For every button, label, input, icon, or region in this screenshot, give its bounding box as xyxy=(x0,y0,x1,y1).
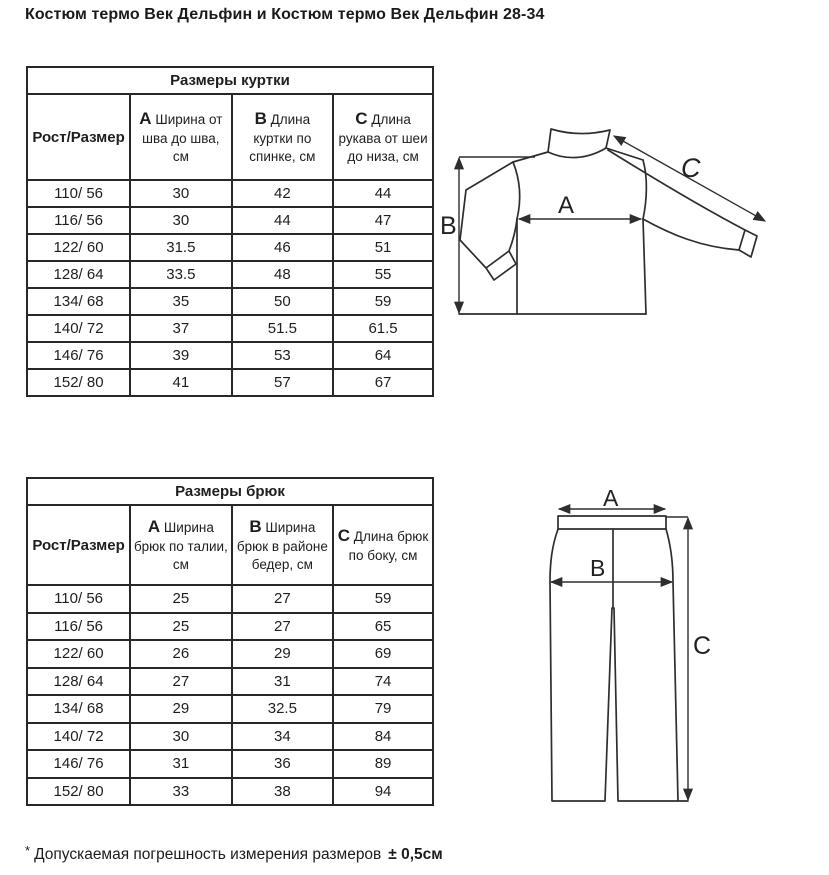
jacket-sleeve-left xyxy=(460,162,517,280)
table-cell: 34 xyxy=(232,723,334,751)
table-row xyxy=(27,585,433,613)
jacket-sketch xyxy=(438,100,828,340)
table-cell: 37 xyxy=(130,315,232,342)
dim-letter-c: C xyxy=(355,108,368,128)
dim-letter-b: B xyxy=(249,516,262,536)
table-cell: 36 xyxy=(232,750,334,778)
pants-dim-label-b: B xyxy=(590,555,606,581)
table-cell: 69 xyxy=(333,640,433,668)
table-cell: 79 xyxy=(333,695,433,723)
table-cell: 94 xyxy=(333,778,433,806)
jacket-table-body xyxy=(27,180,433,396)
table-cell: 140/ 72 xyxy=(27,723,130,751)
table-cell: 110/ 56 xyxy=(27,180,130,207)
table-row xyxy=(27,723,433,751)
dim-letter-c: C xyxy=(337,525,351,545)
jacket-col-c-label: Длина рукава от шеи до низа, см xyxy=(338,111,428,165)
table-cell: 42 xyxy=(232,180,334,207)
table-cell: 51 xyxy=(333,234,433,261)
table-cell: 65 xyxy=(333,613,433,641)
table-cell: 30 xyxy=(130,180,232,207)
pants-col-b-label: Ширина брюк в районе бедер, см xyxy=(236,519,328,573)
jacket-col-a-label: Ширина от шва до шва, см xyxy=(142,111,223,165)
table-cell: 29 xyxy=(130,695,232,723)
table-cell: 50 xyxy=(232,288,334,315)
pants-col-header-c xyxy=(333,505,433,585)
table-cell: 48 xyxy=(232,261,334,288)
pants-header-row xyxy=(27,505,433,585)
jacket-col-header-a xyxy=(130,94,232,180)
footnote-text: Допускаемая погрешность измерения размеров xyxy=(34,846,382,863)
table-cell: 31.5 xyxy=(130,234,232,261)
table-cell: 128/ 64 xyxy=(27,261,130,288)
table-cell: 84 xyxy=(333,723,433,751)
pants-waistband xyxy=(558,516,666,529)
table-cell: 31 xyxy=(130,750,232,778)
pants-col-header-size: Рост/Размер xyxy=(27,505,130,585)
table-cell: 53 xyxy=(232,342,334,369)
pants-sketch xyxy=(540,490,770,835)
jacket-table-title: Размеры куртки xyxy=(27,67,433,94)
table-cell: 25 xyxy=(130,613,232,641)
table-cell: 46 xyxy=(232,234,334,261)
table-row xyxy=(27,207,433,234)
pants-outline-right xyxy=(614,529,688,801)
table-cell: 64 xyxy=(333,342,433,369)
table-row xyxy=(27,695,433,723)
table-cell: 128/ 64 xyxy=(27,668,130,696)
table-cell: 25 xyxy=(130,585,232,613)
table-row xyxy=(27,369,433,396)
table-cell: 140/ 72 xyxy=(27,315,130,342)
table-cell: 30 xyxy=(130,723,232,751)
pants-dim-label-a: A xyxy=(603,490,619,511)
pants-dim-label-c: C xyxy=(693,632,712,660)
pants-caption-row xyxy=(27,478,433,505)
table-cell: 152/ 80 xyxy=(27,369,130,396)
pants-size-table xyxy=(26,477,434,806)
table-cell: 30 xyxy=(130,207,232,234)
table-cell: 61.5 xyxy=(333,315,433,342)
table-cell: 59 xyxy=(333,288,433,315)
table-cell: 35 xyxy=(130,288,232,315)
jacket-col-header-b xyxy=(232,94,334,180)
table-cell: 55 xyxy=(333,261,433,288)
footnote-tolerance: ± 0,5см xyxy=(388,846,443,863)
table-cell: 116/ 56 xyxy=(27,207,130,234)
table-cell: 67 xyxy=(333,369,433,396)
table-cell: 29 xyxy=(232,640,334,668)
table-cell: 44 xyxy=(333,180,433,207)
table-row xyxy=(27,234,433,261)
table-cell: 51.5 xyxy=(232,315,334,342)
table-row xyxy=(27,613,433,641)
table-cell: 146/ 76 xyxy=(27,750,130,778)
jacket-dim-label-a: A xyxy=(558,192,575,219)
jacket-col-b-label: Длина куртки по спинке, см xyxy=(249,111,316,165)
dim-letter-a: A xyxy=(139,108,152,128)
table-cell: 122/ 60 xyxy=(27,234,130,261)
pants-col-header-b xyxy=(232,505,334,585)
table-cell: 122/ 60 xyxy=(27,640,130,668)
table-cell: 39 xyxy=(130,342,232,369)
table-cell: 31 xyxy=(232,668,334,696)
dim-letter-b: B xyxy=(254,108,267,128)
table-row xyxy=(27,288,433,315)
table-cell: 146/ 76 xyxy=(27,342,130,369)
tolerance-note xyxy=(25,843,443,864)
table-row xyxy=(27,315,433,342)
table-cell: 59 xyxy=(333,585,433,613)
table-cell: 44 xyxy=(232,207,334,234)
pants-table-title: Размеры брюк xyxy=(27,478,433,505)
jacket-caption-row xyxy=(27,67,433,94)
jacket-seam-right xyxy=(643,160,646,219)
jacket-seam-left xyxy=(513,162,520,219)
jacket-cuff-left xyxy=(486,251,509,268)
table-cell: 134/ 68 xyxy=(27,288,130,315)
table-cell: 41 xyxy=(130,369,232,396)
dim-letter-a: A xyxy=(147,516,161,536)
table-cell: 74 xyxy=(333,668,433,696)
jacket-cuff-right xyxy=(739,230,745,250)
table-cell: 27 xyxy=(130,668,232,696)
jacket-col-header-c xyxy=(333,94,433,180)
table-row xyxy=(27,778,433,806)
table-cell: 38 xyxy=(232,778,334,806)
table-cell: 110/ 56 xyxy=(27,585,130,613)
table-row xyxy=(27,180,433,207)
jacket-col-header-size: Рост/Размер xyxy=(27,94,130,180)
table-row xyxy=(27,261,433,288)
jacket-collar xyxy=(548,129,610,158)
table-cell: 27 xyxy=(232,613,334,641)
table-row xyxy=(27,342,433,369)
table-cell: 116/ 56 xyxy=(27,613,130,641)
table-cell: 26 xyxy=(130,640,232,668)
page-title: Костюм термо Век Дельфин и Костюм термо Век Дельфин 28-34 xyxy=(25,6,545,23)
table-row xyxy=(27,750,433,778)
pants-col-c-label: Длина брюк по боку, см xyxy=(348,528,429,564)
table-cell: 32.5 xyxy=(232,695,334,723)
table-cell: 33 xyxy=(130,778,232,806)
table-cell: 33.5 xyxy=(130,261,232,288)
jacket-diagram xyxy=(438,100,828,340)
pants-col-a-label: Ширина брюк по талии, см xyxy=(133,519,228,573)
jacket-dim-label-c: C xyxy=(681,153,701,183)
pants-diagram xyxy=(540,490,770,835)
jacket-header-row xyxy=(27,94,433,180)
jacket-dim-label-b: B xyxy=(440,212,457,240)
table-row xyxy=(27,640,433,668)
table-cell: 57 xyxy=(232,369,334,396)
table-cell: 134/ 68 xyxy=(27,695,130,723)
table-cell: 27 xyxy=(232,585,334,613)
table-cell: 89 xyxy=(333,750,433,778)
pants-col-header-a xyxy=(130,505,232,585)
table-row xyxy=(27,668,433,696)
footnote-asterisk: * xyxy=(25,843,31,858)
table-cell: 47 xyxy=(333,207,433,234)
jacket-body xyxy=(517,219,646,314)
jacket-size-table xyxy=(26,66,434,397)
table-cell: 152/ 80 xyxy=(27,778,130,806)
pants-table-body xyxy=(27,585,433,805)
